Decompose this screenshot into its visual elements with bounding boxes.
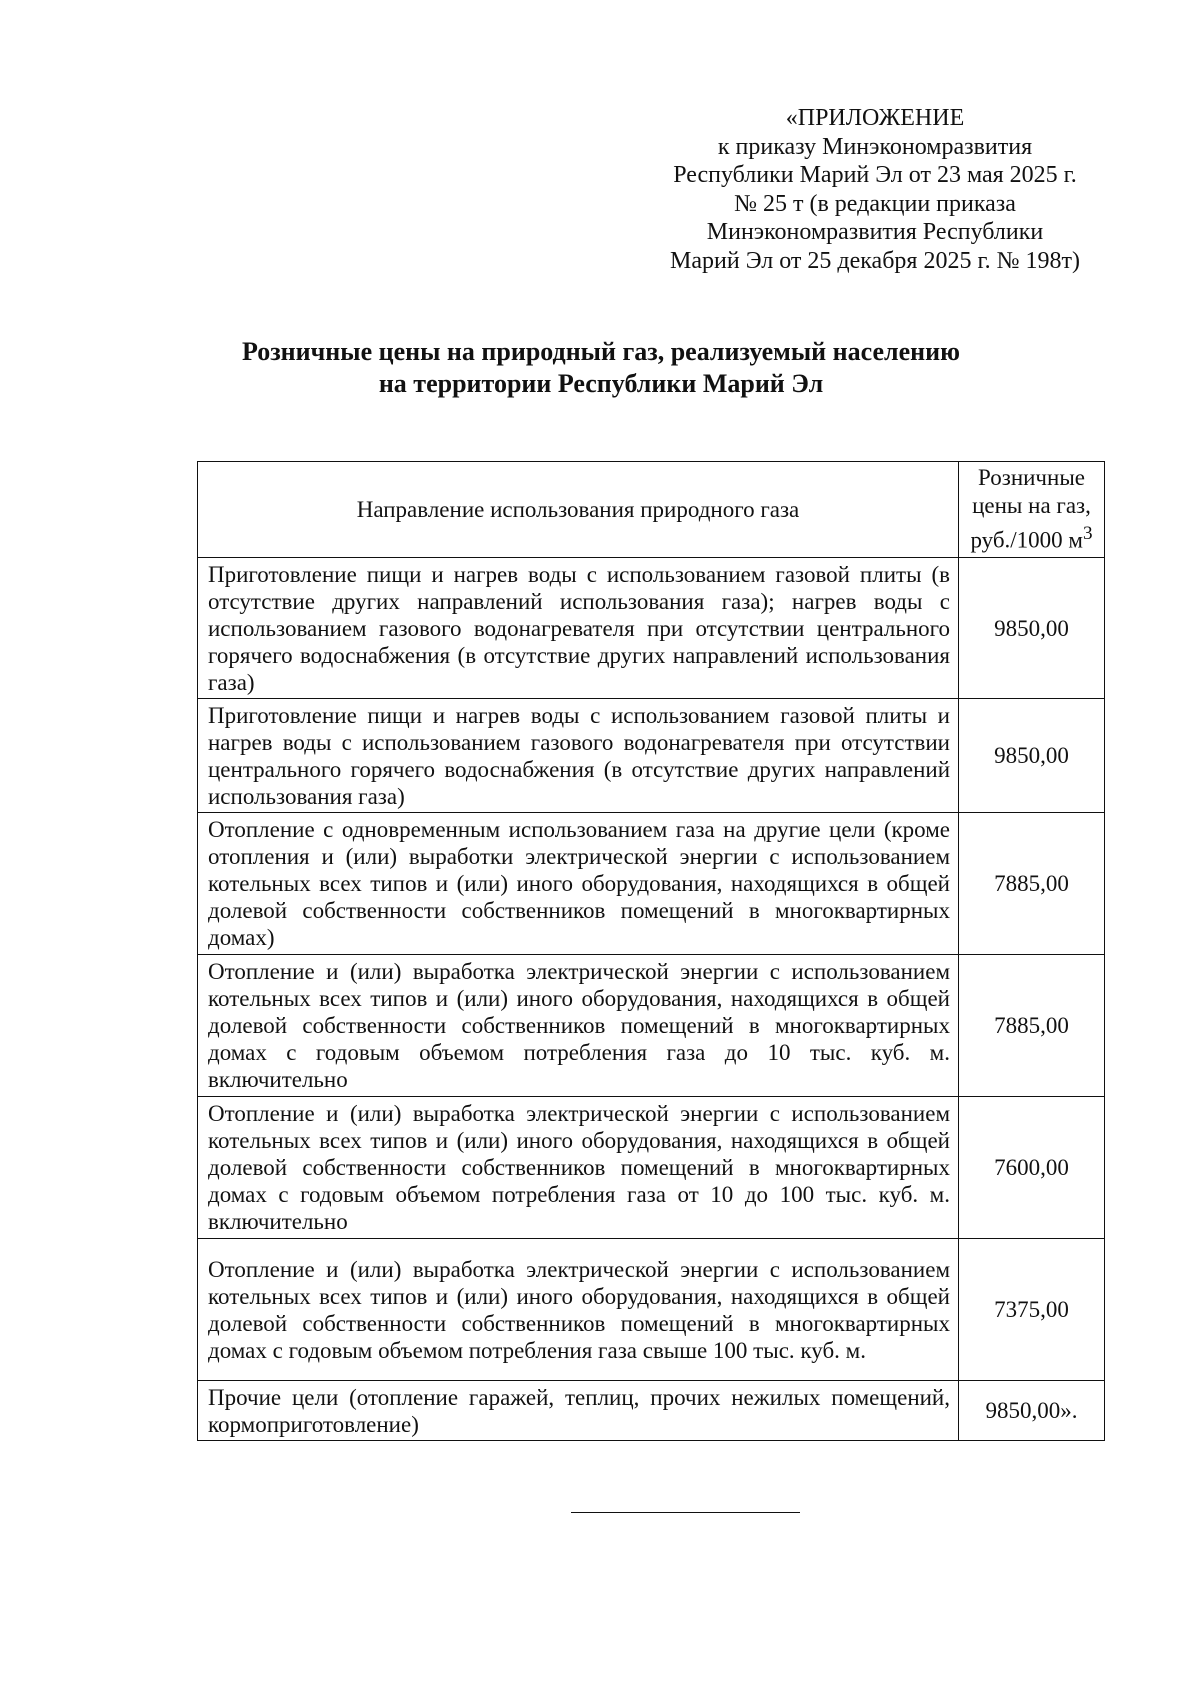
row-price: 7885,00 <box>959 955 1105 1097</box>
appendix-line: Минэкономразвития Республики <box>706 219 1044 245</box>
appendix-line: к приказу Минэкономразвития <box>717 133 1033 160</box>
table-row <box>198 558 1105 699</box>
row-direction: Прочие цели (отопление гаражей, теплиц, прочих нежилых помещений, кормоприготовление) <box>198 1381 959 1441</box>
row-direction: Отопление и (или) выработка электрической энергии с использованием котельных всех типов и (или) иного оборудования, находящихся в общей долевой собственности собственников помещений в многоквартирных домах с годовым объемом потребления газа до 10 тыс. куб. м. включительно <box>198 955 959 1097</box>
row-price: 7600,00 <box>959 1097 1105 1239</box>
title-line: на территории Республики Марий Эл <box>378 369 824 398</box>
appendix-line: Марий Эл от 25 декабря 2025 г. № 198т) <box>670 247 1080 274</box>
appendix-header <box>640 104 1110 275</box>
table-row <box>198 813 1105 955</box>
closing-rule-divider <box>571 1512 800 1513</box>
row-direction: Приготовление пищи и нагрев воды с использованием газовой плиты (в отсутствие других направлений использования газа); нагрев воды с использованием газового водонагревателя при отсутствии центрального горячего водоснабжения (в отсутствие других направлений использования газа) <box>198 558 959 699</box>
row-direction: Отопление с одновременным использованием газа на другие цели (кроме отопления и (или) выработки электрической энергии с использованием котельных всех типов и (или) иного оборудования, находящихся в общей долевой собственности собственников помещений в многоквартирных домах) <box>198 813 959 955</box>
unit-superscript: 3 <box>1082 523 1093 545</box>
row-direction: Отопление и (или) выработка электрической энергии с использованием котельных всех типов и (или) иного оборудования, находящихся в общей долевой собственности собственников помещений в многоквартирных домах с годовым объемом потребления газа от 10 до 100 тыс. куб. м. включительно <box>198 1097 959 1239</box>
row-price: 7885,00 <box>959 813 1105 955</box>
table-row <box>198 1239 1105 1381</box>
document-title <box>180 336 1022 400</box>
column-header-price <box>959 462 1105 558</box>
appendix-line: «ПРИЛОЖЕНИЕ <box>785 105 965 131</box>
table-row <box>198 955 1105 1097</box>
price-header-line: руб./1000 м <box>970 527 1083 553</box>
price-header-line: Розничные <box>978 465 1085 491</box>
price-table <box>197 461 1105 1441</box>
appendix-line: № 25 т (в редакции приказа <box>734 190 1016 217</box>
title-line: Розничные цены на природный газ, реализуемый населению <box>242 337 960 366</box>
column-header-direction: Направление использования природного газа <box>198 462 959 558</box>
row-price: 9850,00 <box>959 558 1105 699</box>
table-row <box>198 1381 1105 1441</box>
table-row <box>198 699 1105 813</box>
price-header-line: цены на газ, <box>972 493 1091 519</box>
table-header-row <box>198 462 1105 558</box>
row-price: 9850,00». <box>959 1381 1105 1441</box>
appendix-line: Республики Марий Эл от 23 мая 2025 г. <box>673 162 1077 188</box>
table-row <box>198 1097 1105 1239</box>
row-direction: Отопление и (или) выработка электрической энергии с использованием котельных всех типов и (или) иного оборудования, находящихся в общей долевой собственности собственников помещений в многоквартирных домах с годовым объемом потребления газа свыше 100 тыс. куб. м. <box>198 1239 959 1381</box>
row-price: 7375,00 <box>959 1239 1105 1381</box>
row-direction: Приготовление пищи и нагрев воды с использованием газовой плиты и нагрев воды с использованием газового водонагревателя при отсутствии центрального горячего водоснабжения (в отсутствие других направлений использования газа) <box>198 699 959 813</box>
row-price: 9850,00 <box>959 699 1105 813</box>
